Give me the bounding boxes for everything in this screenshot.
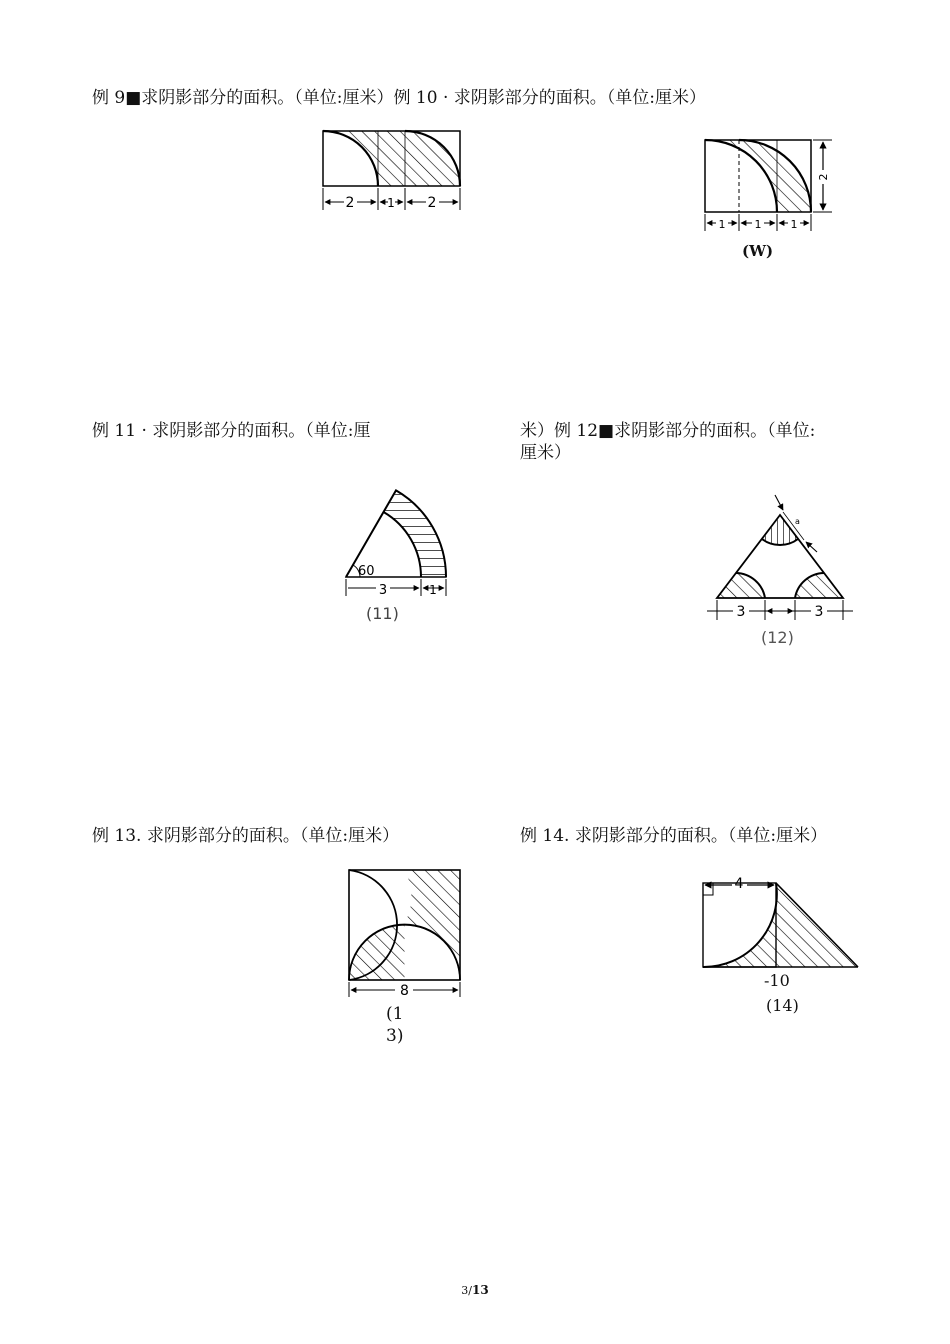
fig9-dim-1: 2 bbox=[345, 195, 355, 211]
problem-12-heading-cont: 厘米） bbox=[520, 443, 571, 463]
page-total: 13 bbox=[472, 1283, 489, 1297]
fig14-top-dim: 4 bbox=[734, 876, 744, 892]
figure-14 bbox=[698, 873, 863, 971]
figure-9 bbox=[320, 128, 465, 213]
fig13-caption-line2: 3) bbox=[386, 1026, 404, 1046]
fig10-caption: (W) bbox=[742, 242, 774, 260]
fig11-dim-1: 3 bbox=[378, 583, 388, 598]
problem-14-heading: 例 14. 求阴影部分的面积。（单位:厘米） bbox=[520, 826, 828, 846]
fig13-caption-line1: (1 bbox=[386, 1004, 404, 1024]
figure-12 bbox=[705, 490, 855, 625]
fig11-caption: (11) bbox=[366, 604, 399, 623]
figure-11 bbox=[338, 478, 453, 603]
problem-11-heading: 例 11 · 求阴影部分的面积。（单位:厘 bbox=[92, 421, 371, 441]
fig12-small-label: a bbox=[795, 517, 800, 526]
page-current: 3/ bbox=[461, 1284, 472, 1297]
figure-10 bbox=[700, 136, 840, 236]
problem-12-heading: 米）例 12■求阴影部分的面积。（单位: bbox=[520, 421, 816, 441]
fig14-bottom-dim: -10 bbox=[764, 971, 790, 990]
fig11-angle: 60 bbox=[358, 564, 375, 579]
fig10-height: 2 bbox=[817, 173, 830, 181]
problem-9-10-heading: 例 9■求阴影部分的面积。（单位:厘米）例 10 · 求阴影部分的面积。（单位:厘米） bbox=[92, 88, 706, 108]
problem-13-heading: 例 13. 求阴影部分的面积。（单位:厘米） bbox=[92, 826, 400, 846]
fig14-caption: (14) bbox=[766, 996, 799, 1015]
figure-13 bbox=[345, 867, 465, 999]
fig13-dim: 8 bbox=[400, 983, 409, 999]
fig12-dim-1: 3 bbox=[736, 604, 746, 620]
fig12-caption: (12) bbox=[761, 628, 794, 647]
fig12-dim-2: 3 bbox=[814, 604, 824, 620]
fig11-dim-2: 1 bbox=[429, 583, 437, 597]
page-number bbox=[0, 1283, 950, 1297]
fig10-dim-2: 1 bbox=[754, 218, 762, 231]
fig10-dim-3: 1 bbox=[790, 218, 798, 231]
fig9-dim-2: 1 bbox=[387, 196, 395, 210]
fig9-dim-3: 2 bbox=[427, 195, 437, 211]
fig10-dim-1: 1 bbox=[718, 218, 726, 231]
